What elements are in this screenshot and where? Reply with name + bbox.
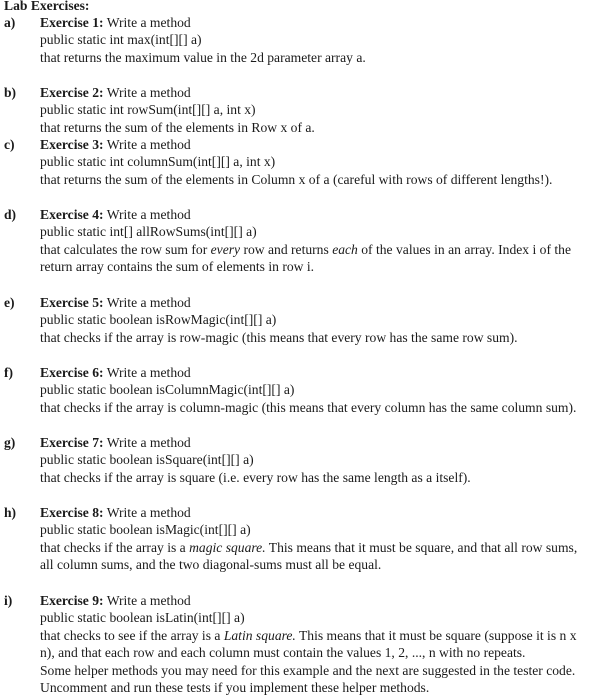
exercise-intro: Write a method: [103, 593, 191, 608]
exercise-title: Exercise 8:: [40, 505, 104, 520]
exercise-description: that checks if the array is row-magic (this means that every row has the same row sum).: [40, 329, 518, 345]
exercise-description: that checks to see if the array is a Latin square. This means that it must be square (suppose it is n x n), and that each row and each column must contain the values 1, 2, ..., n with no repeats.: [40, 627, 577, 661]
helper-note: Some helper methods you may need for this example and the next are suggested in the tester code.: [40, 662, 576, 678]
method-signature: public static boolean isRowMagic(int[][] a): [40, 312, 277, 328]
exercise-title: Exercise 5:: [40, 295, 104, 310]
exercise-description: that checks if the array is square (i.e. every row has the same length as a itself).: [40, 469, 471, 485]
exercise-description: that returns the maximum value in the 2d parameter array a.: [40, 49, 366, 65]
exercise-title: Exercise 1:: [40, 15, 104, 30]
exercise-description: that checks if the array is a magic square. This means that it must be square, and that all row sums, all column sums, and the two diagonal-sums must all be equal.: [40, 539, 578, 573]
exercise-marker: d): [4, 207, 17, 222]
exercise-marker: b): [4, 85, 17, 100]
exercise-marker: h): [4, 505, 17, 520]
method-signature: public static boolean isLatin(int[][] a): [40, 610, 245, 626]
exercise-marker: a): [4, 15, 16, 30]
method-signature: public static boolean isMagic(int[][] a): [40, 522, 251, 538]
method-signature: public static int max(int[][] a): [40, 32, 202, 48]
exercise-intro: Write a method: [103, 207, 191, 222]
exercise-title: Exercise 2:: [40, 85, 104, 100]
exercise-marker: f): [4, 365, 14, 380]
exercise-intro: Write a method: [103, 15, 191, 30]
exercise-intro: Write a method: [103, 85, 191, 100]
exercise-description: that returns the sum of the elements in Column x of a (careful with rows of different lengths!).: [40, 171, 553, 187]
helper-note: Uncomment and run these tests if you implement these helper methods.: [40, 680, 430, 696]
exercise-intro: Write a method: [103, 435, 191, 450]
exercise-title: Exercise 9:: [40, 593, 104, 608]
exercise-marker: c): [4, 137, 15, 152]
exercise-description: that returns the sum of the elements in Row x of a.: [40, 119, 315, 135]
exercise-title: Exercise 7:: [40, 435, 104, 450]
exercise-description: that checks if the array is column-magic (this means that every column has the same column sum).: [40, 399, 577, 415]
exercise-description: that calculates the row sum for every row and returns each of the values in an array. Index i of the return array contains the sum of elements in row i.: [40, 241, 571, 275]
method-signature: public static int[] allRowSums(int[][] a): [40, 224, 257, 240]
method-signature: public static boolean isSquare(int[][] a): [40, 452, 254, 468]
exercise-intro: Write a method: [103, 365, 191, 380]
exercise-marker: e): [4, 295, 15, 310]
exercise-intro: Write a method: [103, 295, 191, 310]
exercise-intro: Write a method: [103, 137, 191, 152]
exercise-intro: Write a method: [103, 505, 191, 520]
exercise-title: Exercise 4:: [40, 207, 104, 222]
exercise-title: Exercise 6:: [40, 365, 104, 380]
method-signature: public static int columnSum(int[][] a, int x): [40, 154, 276, 170]
exercise-title: Exercise 3:: [40, 137, 104, 152]
method-signature: public static int rowSum(int[][] a, int x): [40, 102, 256, 118]
page-heading: Lab Exercises:: [4, 0, 90, 13]
exercise-marker: g): [4, 435, 16, 450]
method-signature: public static boolean isColumnMagic(int[][] a): [40, 382, 295, 398]
exercise-marker: i): [4, 593, 13, 608]
